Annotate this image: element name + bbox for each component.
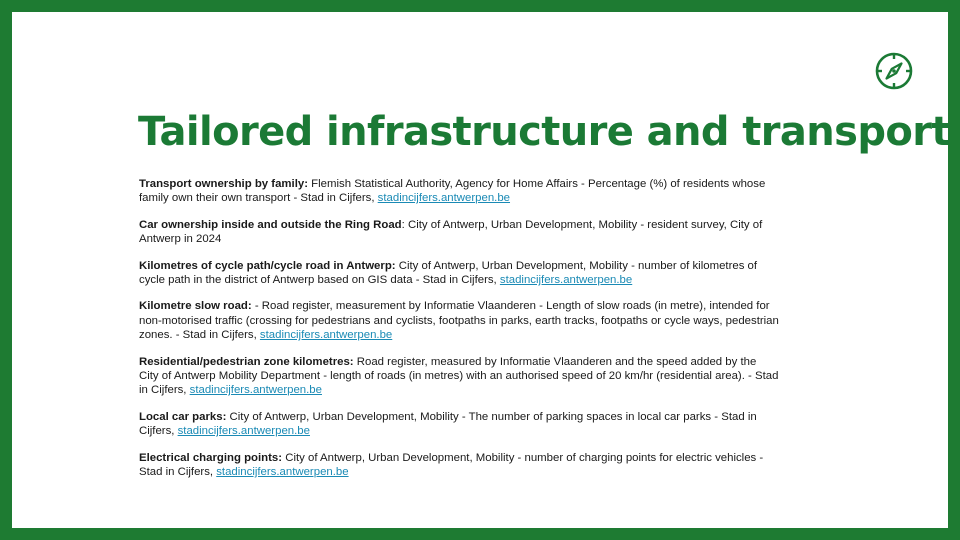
source-label: Local car parks:	[139, 410, 227, 423]
sources-list	[139, 177, 779, 492]
source-text: - Road register, measurement by Informatie Vlaanderen - Length of slow roads (in metre), intended for non-motorised traffic (crossing for pedestrians and cyclists, footpaths in parks, earth tracks, footpaths or cycle ways, pedestrian zones. - Stad in Cijfers,	[139, 300, 779, 342]
source-entry	[139, 177, 779, 206]
source-text: : City of Antwerp, Urban Development, Mobility - resident survey, City of Antwerp in 2024	[139, 218, 763, 246]
source-entry	[139, 218, 779, 247]
source-link[interactable]: stadincijfers.antwerpen.be	[259, 329, 393, 342]
source-label: Residential/pedestrian zone kilometres:	[139, 355, 354, 368]
source-link[interactable]: stadincijfers.antwerpen.be	[189, 384, 322, 397]
source-text: City of Antwerp, Urban Development, Mobility - The number of parking spaces in local car parks - Stad in Cijfers,	[139, 410, 757, 438]
source-label: Car ownership inside and outside the Ring Road	[139, 218, 402, 231]
slide-title: Tailored infrastructure and transport	[138, 109, 950, 155]
source-label: Kilometres of cycle path/cycle road in Antwerp:	[139, 259, 396, 272]
source-text: Flemish Statistical Authority, Agency for Home Affairs - Percentage (%) of residents whose family own their own transport - Stad in Cijfers,	[139, 178, 766, 205]
source-entry	[139, 299, 779, 342]
source-text: City of Antwerp, Urban Development, Mobility - number of charging points for electric vehicles - Stad in Cijfers,	[139, 451, 764, 479]
source-link[interactable]: stadincijfers.antwerpen.be	[177, 425, 310, 438]
source-link[interactable]: stadincijfers.antwerpen.be	[377, 192, 511, 205]
source-text: Road register, measured by Informatie Vlaanderen and the speed added by the City of Antwerp Mobility Department - length of roads (in metres) with an authorised speed of 20 km/hr (residential area). - Stad in Cijfers,	[139, 355, 779, 397]
slide	[12, 12, 948, 528]
source-entry	[139, 355, 779, 398]
compass-icon	[875, 52, 913, 90]
source-entry	[139, 410, 779, 439]
source-label: Kilometre slow road:	[139, 300, 252, 313]
source-entry	[139, 259, 779, 288]
source-link[interactable]: stadincijfers.antwerpen.be	[216, 466, 349, 479]
source-text: City of Antwerp, Urban Development, Mobility - number of kilometres of cycle path in the district of Antwerp based on GIS data - Stad in Cijfers,	[139, 259, 758, 287]
source-link[interactable]: stadincijfers.antwerpen.be	[499, 274, 633, 287]
source-label: Electrical charging points:	[139, 451, 283, 464]
source-entry	[139, 451, 779, 480]
source-label: Transport ownership by family:	[139, 178, 308, 190]
